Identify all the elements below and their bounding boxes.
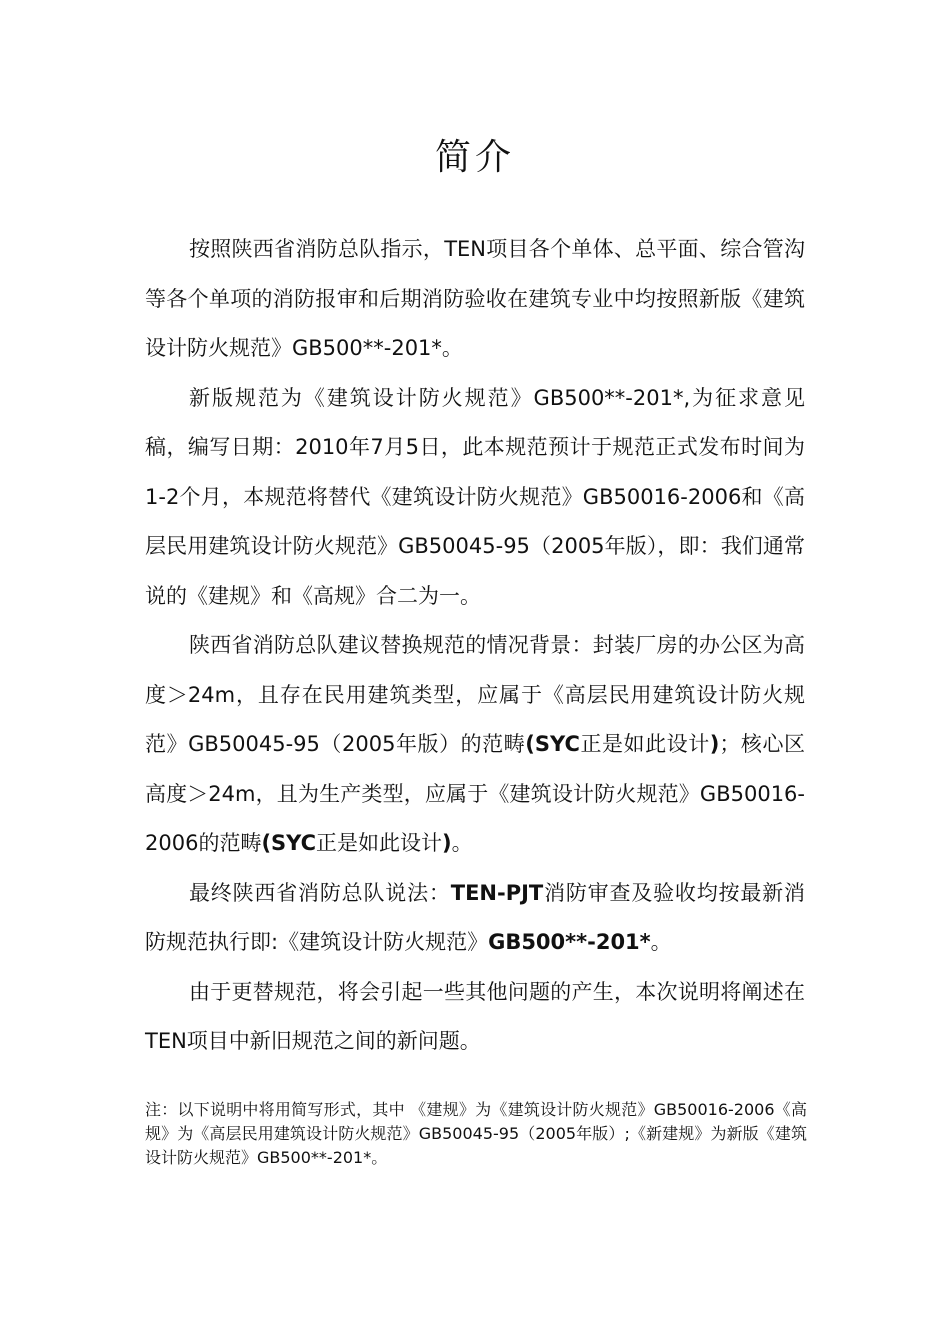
paragraph-4 [145,869,805,968]
paragraph-1: 按照陕西省消防总队指示，TEN项目各个单体、总平面、综合管沟等各个单项的消防报审和后期消防验收在建筑专业中均按照新版《建筑设计防火规范》GB500**-201*。 [145,237,805,360]
footnote: 注：以下说明中将用简写形式，其中 《建规》为《建筑设计防火规范》GB50016-2006《高规》为《高层民用建筑设计防火规范》GB50045-95（2005年版）;《新建规》为新版《建筑设计防火规范》GB500**-201*。 [145,1100,807,1167]
paragraph-4-bold-d: GB500**-201* [488,930,651,954]
document-body [145,225,805,1067]
paragraph-2: 新版规范为《建筑设计防火规范》GB500**-201*,为征求意见稿，编写日期：2010年7月5日，此本规范预计于规范正式发布时间为1-2个月，本规范将替代《建筑设计防火规范》GB50016-2006和《高层民用建筑设计防火规范》GB50045-95（2005年版），即：我们通常说的《建规》和《高规》合二为一。 [145,385,805,608]
paragraph-3-text-e: ；核心区高度＞24m，且为生产类型，应属于《建筑设计防火规范》GB50016-2006的范畴 [145,732,806,855]
paragraph-3-bold-f: (SYC [261,831,317,855]
paragraph-3-bold-h: ) [442,831,452,855]
paragraph-4-text-e: 。 [650,930,672,954]
paragraph-3 [145,621,805,869]
paragraph-5: 由于更替规范，将会引起一些其他问题的产生，本次说明将阐述在TEN项目中新旧规范之间的新问题。 [145,979,805,1053]
paragraph-3-text-g: 正是如此设计 [316,831,443,855]
paragraph-3-text-a: 陕西省消防总队建议替换规范的情况背景：封装厂房的办公区为高度＞24m，且存在民用建筑类型，应属于《高层民用建筑设计防火规范》GB50045-95（2005年版）的范畴 [145,633,805,756]
paragraph-3-bold-a: (SYC [525,732,580,756]
paragraph-4-text-c: 消防审查及验收均按最新消防规范执行即:《建筑设计防火规范》 [145,880,805,954]
paragraph-3-bold-d: ) [709,732,720,756]
paragraph-3-text-c: 正是如此设计 [579,732,710,756]
paragraph-3-text-i: 。 [451,831,473,855]
page-title: 简介 [434,137,515,178]
paragraph-4-bold-b: TEN-PJT [450,880,544,905]
paragraph-4-text-a: 最终陕西省消防总队说法： [189,880,451,905]
